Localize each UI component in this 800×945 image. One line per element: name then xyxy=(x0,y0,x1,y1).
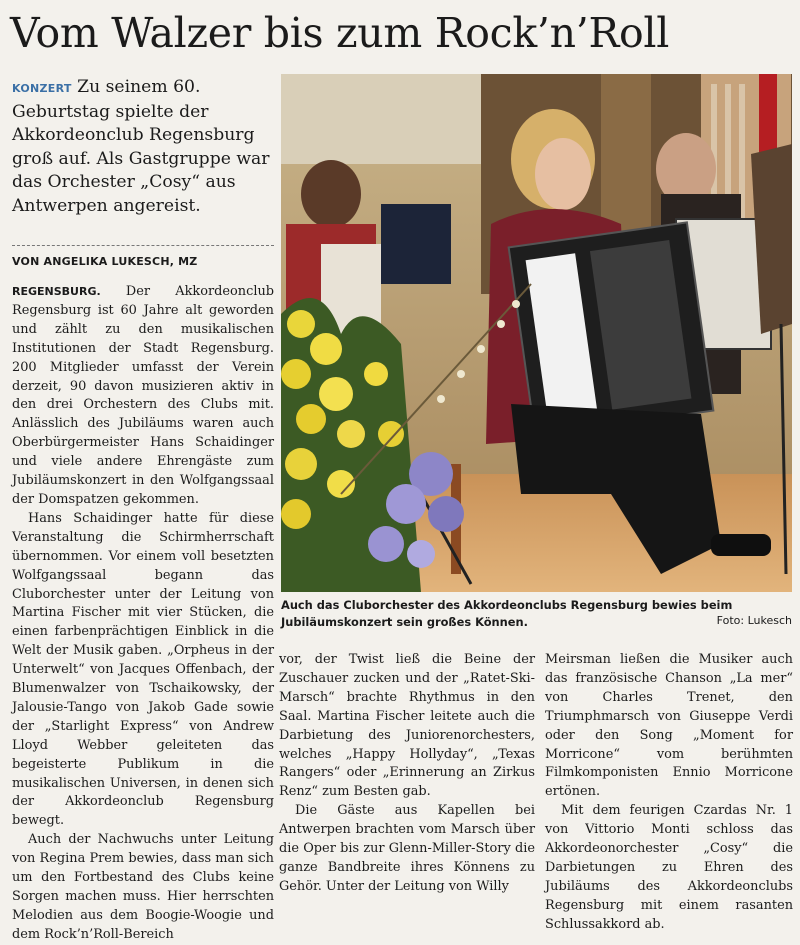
concert-photo xyxy=(281,74,792,592)
body-paragraph: Meirsman ließen die Musiker auch das französische Chanson „La mer“ von Charles Trenet, den Triumphmarsch von Giuseppe Verdi oder den Song „Moment for Morricone“ vom berühmten Filmkomponisten Ennio Morricone ertönen. xyxy=(545,652,793,800)
body-paragraph: Mit dem feurigen Czardas Nr. 1 von Vittorio Monti schloss das Akkordeonorchester „Cosy“ die Darbietungen zu Ehren des Jubiläums des Akkordeonclubs Regensburg mit einem rasanten Schlussakkord ab. xyxy=(545,803,793,932)
body-paragraph: REGENSBURG. Der Akkordeonclub Regensburg ist 60 Jahre alt geworden und zählt zu den musikalischen Institutionen der Stadt Regensburg. 200 Mitglieder umfasst der Verein derzeit, 90 davon musizieren aktiv in den drei Orchestern des Clubs mit. Anlässlich des Jubiläums waren auch Oberbürgermeister Hans Schaidinger und viele andere Ehrengäste zum Jubiläumskonzert in den Wolfgangssaal der Domspatzen gekommen. xyxy=(12,284,274,507)
dateline: REGENSBURG. xyxy=(12,285,101,298)
byline-divider xyxy=(12,245,274,246)
lede-text: Zu seinem 60. Geburtstag spielte der Akkordeonclub Regensburg groß auf. Als Gastgruppe war das Orchester „Cosy“ aus Antwerpen angereist. xyxy=(12,77,270,216)
lede xyxy=(12,76,274,218)
photo-caption: Auch das Cluborchester des Akkordeonclubs Regensburg bewies beim Jubiläumskonzert sein großes Können. xyxy=(281,598,733,629)
body-paragraph: vor, der Twist ließ die Beine der Zuschauer zucken und der „Ratet-Ski-Marsch“ brachte Rhythmus in den Saal. Martina Fischer leitete auch die Darbietung des Juniorenorchesters, welches „Happy Hollyday“, „Texas Rangers“ oder „Erinnerung an Zirkus Renz“ zum Besten gab. xyxy=(279,652,535,800)
body-column-2 xyxy=(279,651,535,897)
body-column-3 xyxy=(545,651,793,935)
body-column-1 xyxy=(12,283,274,945)
body-paragraph: Die Gäste aus Kapellen bei Antwerpen brachten vom Marsch über die Oper bis zur Glenn-Miller-Story die ganze Bandbreite ihres Könnens zu Gehör. Unter der Leitung von Willy xyxy=(279,803,535,894)
body-paragraph: Hans Schaidinger hatte für diese Veranstaltung die Schirmherrschaft übernommen. Vor einem voll besetzten Wolfgangssaal begann das Cluborchester unter der Leitung von Martina Fischer mit vier Stücken, die einen farbenprächtigen Einblick in die Welt der Musik gaben. „Orpheus in der Unterwelt“ von Jacques Offenbach, der Blumenwalzer von Tschaikowsky, der Jalousie-Tango von Jakob Gade sowie der „Starlight Express“ von Andrew Lloyd Webber geleiteten das begeisterte Publikum in die musikalischen Universen, in denen sich der Akkordeonclub Regensburg bewegt. xyxy=(12,510,274,829)
photo-credit: Foto: Lukesch xyxy=(716,614,792,627)
byline: VON ANGELIKA LUKESCH, MZ xyxy=(12,255,198,268)
body-paragraph: Auch der Nachwuchs unter Leitung von Regina Prem bewies, dass man sich um den Fortbestand des Clubs keine Sorgen machen muss. Hier herrschten Melodien aus dem Boogie-Woogie und dem Rock’n’Roll-Bereich xyxy=(12,832,274,942)
kicker: KONZERT xyxy=(12,82,72,95)
headline: Vom Walzer bis zum Rock’n’Roll xyxy=(10,9,670,57)
